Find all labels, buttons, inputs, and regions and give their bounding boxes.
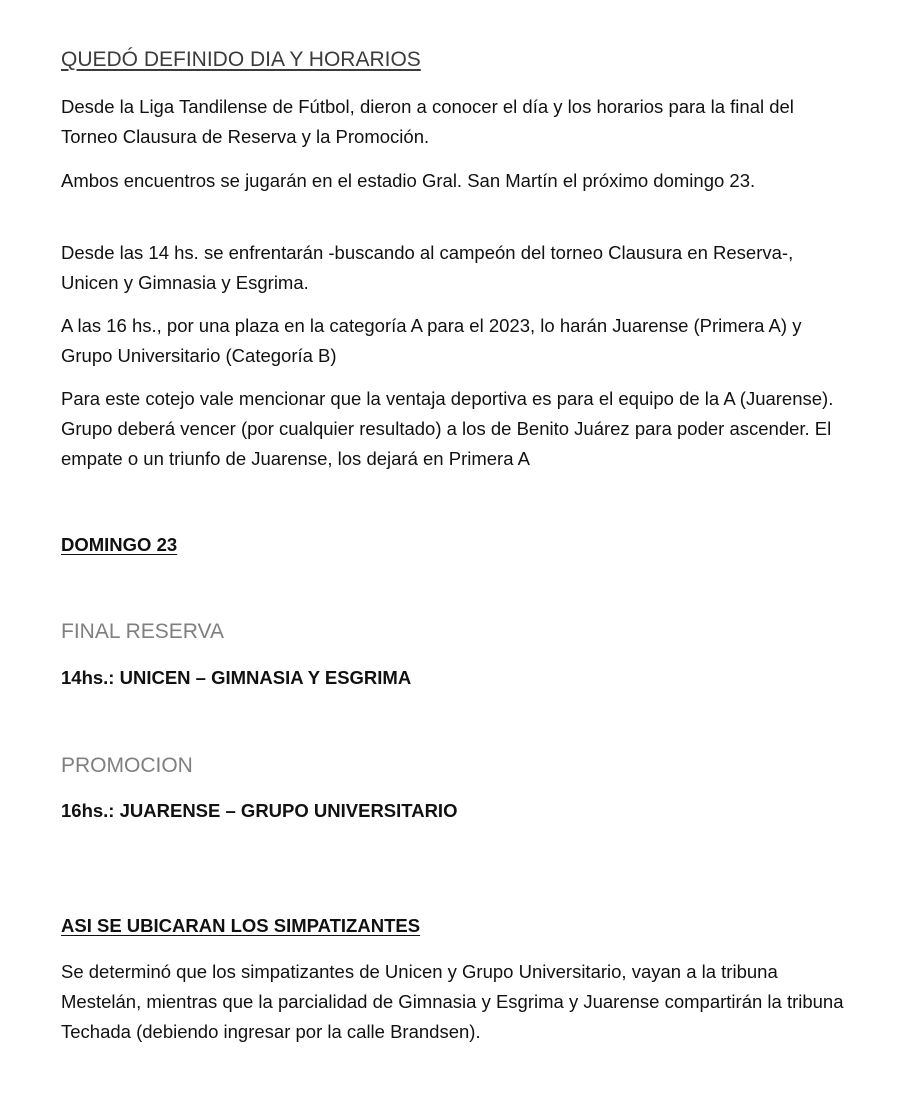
paragraph-reserve-final: Desde las 14 hs. se enfrentarán -buscando al campeón del torneo Clausura en Reserva-, Unicen y Gimnasia y Esgrima.: [61, 242, 794, 293]
paragraph-advantage: Para este cotejo vale mencionar que la ventaja deportiva es para el equipo de la A (Juarense). Grupo deberá vencer (por cualquier resultado) a los de Benito Juárez para poder ascender. El empate o un triunfo de Juarense, los dejará en Primera A: [61, 388, 834, 469]
final-reserva-match: 14hs.: UNICEN – GIMNASIA Y ESGRIMA: [61, 667, 412, 688]
paragraph-venue: Ambos encuentros se jugarán en el estadio Gral. San Martín el próximo domingo 23.: [61, 170, 756, 191]
schedule-heading: DOMINGO 23: [61, 534, 178, 555]
promocion-match: 16hs.: JUARENSE – GRUPO UNIVERSITARIO: [61, 800, 458, 821]
paragraph-promotion: A las 16 hs., por una plaza en la categoría A para el 2023, lo harán Juarense (Primera A) y Grupo Universitario (Categoría B): [61, 315, 802, 366]
promocion-label: PROMOCION: [61, 754, 193, 777]
final-reserva-label: FINAL RESERVA: [61, 620, 224, 643]
fans-heading: ASI SE UBICARAN LOS SIMPATIZANTES: [61, 915, 421, 936]
paragraph-announcement: Desde la Liga Tandilense de Fútbol, dieron a conocer el día y los horarios para la final del Torneo Clausura de Reserva y la Promoción.: [61, 96, 794, 147]
paragraph-fans: Se determinó que los simpatizantes de Unicen y Grupo Universitario, vayan a la tribuna Mestelán, mientras que la parcialidad de Gimnasia y Esgrima y Juarense compartirán la tribuna Techada (debiendo ingresar por la calle Brandsen).: [61, 961, 844, 1042]
article-title: QUEDÓ DEFINIDO DIA Y HORARIOS: [61, 48, 421, 71]
